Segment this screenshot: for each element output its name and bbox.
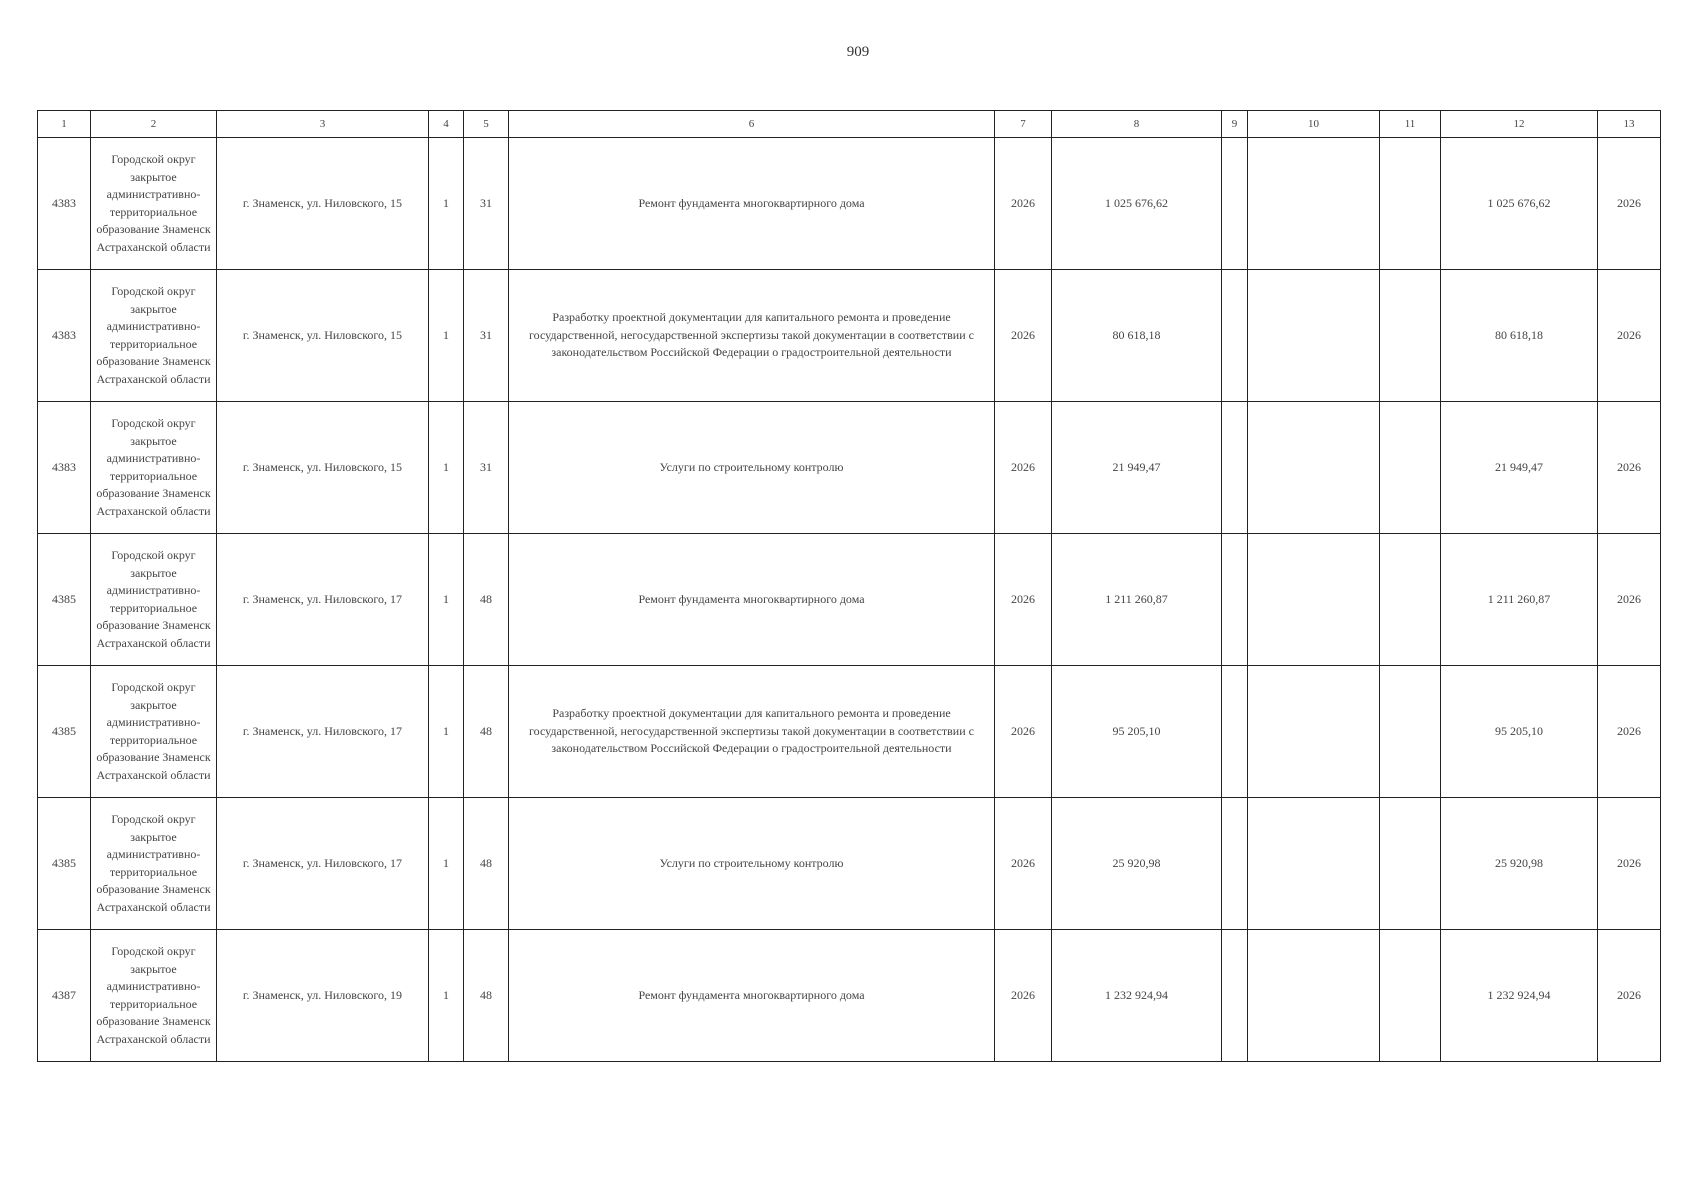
col9-cell [1222, 666, 1248, 798]
row-number: 4387 [38, 930, 91, 1062]
col5-cell: 31 [464, 138, 509, 270]
col11-cell [1380, 138, 1441, 270]
col5-cell: 48 [464, 798, 509, 930]
municipality-cell [91, 798, 217, 930]
work-type-cell: Ремонт фундамента многоквартирного дома [509, 534, 995, 666]
municipality-text: Городской округ закрытое административно-территориальное образование Знаменск Астраханской области [96, 548, 211, 650]
municipality-text: Городской округ закрытое административно-территориальное образование Знаменск Астраханской области [96, 416, 211, 518]
municipality-cell [91, 138, 217, 270]
cost-cell: 80 618,18 [1052, 270, 1222, 402]
cost-cell: 1 211 260,87 [1052, 534, 1222, 666]
col11-cell [1380, 798, 1441, 930]
end-year-cell: 2026 [1598, 930, 1661, 1062]
municipality-cell [91, 666, 217, 798]
col11-cell [1380, 270, 1441, 402]
col10-cell [1248, 138, 1380, 270]
col9-cell [1222, 930, 1248, 1062]
cost-cell: 1 025 676,62 [1052, 138, 1222, 270]
column-header: 4 [429, 111, 464, 138]
year-cell: 2026 [995, 534, 1052, 666]
col9-cell [1222, 798, 1248, 930]
address-cell: г. Знаменск, ул. Ниловского, 15 [217, 138, 429, 270]
address-cell: г. Знаменск, ул. Ниловского, 17 [217, 534, 429, 666]
page-number: 909 [846, 44, 870, 60]
col5-cell: 31 [464, 270, 509, 402]
column-header: 5 [464, 111, 509, 138]
municipality-text: Городской округ закрытое административно-территориальное образование Знаменск Астраханской области [96, 152, 211, 254]
work-type-cell: Разработку проектной документации для капитального ремонта и проведение государственной, негосударственной экспертизы такой документации в соответствии с законодательством Российской Федерации о градостроительной деятельности [509, 666, 995, 798]
column-header: 9 [1222, 111, 1248, 138]
col11-cell [1380, 534, 1441, 666]
cost-total-cell: 1 211 260,87 [1441, 534, 1598, 666]
municipality-cell [91, 534, 217, 666]
col4-cell: 1 [429, 798, 464, 930]
col5-cell: 48 [464, 534, 509, 666]
column-header: 6 [509, 111, 995, 138]
end-year-cell: 2026 [1598, 138, 1661, 270]
col5-cell: 48 [464, 930, 509, 1062]
year-cell: 2026 [995, 402, 1052, 534]
row-number: 4385 [38, 798, 91, 930]
column-header: 12 [1441, 111, 1598, 138]
year-cell: 2026 [995, 930, 1052, 1062]
table-row [38, 270, 1661, 402]
col10-cell [1248, 666, 1380, 798]
table-row [38, 534, 1661, 666]
col4-cell: 1 [429, 930, 464, 1062]
cost-cell: 1 232 924,94 [1052, 930, 1222, 1062]
cost-cell: 21 949,47 [1052, 402, 1222, 534]
col4-cell: 1 [429, 138, 464, 270]
table-row [38, 666, 1661, 798]
col11-cell [1380, 666, 1441, 798]
year-cell: 2026 [995, 666, 1052, 798]
column-header: 13 [1598, 111, 1661, 138]
end-year-cell: 2026 [1598, 666, 1661, 798]
end-year-cell: 2026 [1598, 402, 1661, 534]
col9-cell [1222, 270, 1248, 402]
municipality-text: Городской округ закрытое административно-территориальное образование Знаменск Астраханской области [96, 812, 211, 914]
municipality-text: Городской округ закрытое административно-территориальное образование Знаменск Астраханской области [96, 680, 211, 782]
cost-total-cell: 80 618,18 [1441, 270, 1598, 402]
end-year-cell: 2026 [1598, 798, 1661, 930]
table-row [38, 402, 1661, 534]
work-type-cell: Услуги по строительному контролю [509, 798, 995, 930]
column-header: 7 [995, 111, 1052, 138]
row-number: 4383 [38, 270, 91, 402]
col9-cell [1222, 534, 1248, 666]
row-number: 4385 [38, 534, 91, 666]
address-cell: г. Знаменск, ул. Ниловского, 15 [217, 270, 429, 402]
cost-total-cell: 1 232 924,94 [1441, 930, 1598, 1062]
col10-cell [1248, 798, 1380, 930]
cost-cell: 25 920,98 [1052, 798, 1222, 930]
column-header: 3 [217, 111, 429, 138]
col10-cell [1248, 534, 1380, 666]
col11-cell [1380, 930, 1441, 1062]
col5-cell: 31 [464, 402, 509, 534]
col9-cell [1222, 138, 1248, 270]
end-year-cell: 2026 [1598, 270, 1661, 402]
cost-total-cell: 25 920,98 [1441, 798, 1598, 930]
cost-total-cell: 1 025 676,62 [1441, 138, 1598, 270]
col10-cell [1248, 402, 1380, 534]
table-row [38, 138, 1661, 270]
address-cell: г. Знаменск, ул. Ниловского, 17 [217, 798, 429, 930]
column-number-row [38, 111, 1661, 138]
address-cell: г. Знаменск, ул. Ниловского, 17 [217, 666, 429, 798]
cost-cell: 95 205,10 [1052, 666, 1222, 798]
column-header: 2 [91, 111, 217, 138]
table-row [38, 930, 1661, 1062]
work-type-cell: Разработку проектной документации для капитального ремонта и проведение государственной, негосударственной экспертизы такой документации в соответствии с законодательством Российской Федерации о градостроительной деятельности [509, 270, 995, 402]
municipality-cell [91, 930, 217, 1062]
register-table [37, 110, 1661, 1062]
table-row [38, 798, 1661, 930]
col4-cell: 1 [429, 534, 464, 666]
col4-cell: 1 [429, 270, 464, 402]
work-type-cell: Ремонт фундамента многоквартирного дома [509, 930, 995, 1062]
row-number: 4385 [38, 666, 91, 798]
cost-total-cell: 21 949,47 [1441, 402, 1598, 534]
col9-cell [1222, 402, 1248, 534]
column-header: 1 [38, 111, 91, 138]
col4-cell: 1 [429, 402, 464, 534]
work-type-cell: Услуги по строительному контролю [509, 402, 995, 534]
work-type-cell: Ремонт фундамента многоквартирного дома [509, 138, 995, 270]
end-year-cell: 2026 [1598, 534, 1661, 666]
row-number: 4383 [38, 402, 91, 534]
col4-cell: 1 [429, 666, 464, 798]
address-cell: г. Знаменск, ул. Ниловского, 19 [217, 930, 429, 1062]
municipality-text: Городской округ закрытое административно-территориальное образование Знаменск Астраханской области [96, 284, 211, 386]
col10-cell [1248, 930, 1380, 1062]
row-number: 4383 [38, 138, 91, 270]
col11-cell [1380, 402, 1441, 534]
column-header: 10 [1248, 111, 1380, 138]
year-cell: 2026 [995, 270, 1052, 402]
municipality-cell [91, 402, 217, 534]
col10-cell [1248, 270, 1380, 402]
address-cell: г. Знаменск, ул. Ниловского, 15 [217, 402, 429, 534]
municipality-cell [91, 270, 217, 402]
municipality-text: Городской округ закрытое административно-территориальное образование Знаменск Астраханской области [96, 944, 211, 1046]
year-cell: 2026 [995, 138, 1052, 270]
column-header: 8 [1052, 111, 1222, 138]
column-header: 11 [1380, 111, 1441, 138]
cost-total-cell: 95 205,10 [1441, 666, 1598, 798]
year-cell: 2026 [995, 798, 1052, 930]
col5-cell: 48 [464, 666, 509, 798]
